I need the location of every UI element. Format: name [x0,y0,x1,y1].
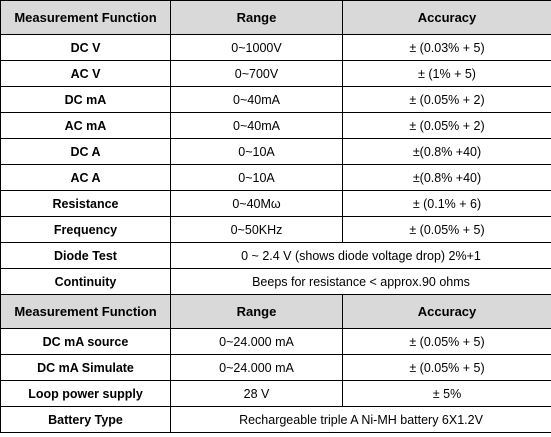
function-cell: DC mA Simulate [1,355,171,381]
table1-header-row [1,1,551,35]
function-cell: DC mA [1,87,171,113]
table-row [1,35,551,61]
function-cell: Loop power supply [1,381,171,407]
accuracy-cell: ±(0.8% +40) [343,139,551,165]
function-cell: Battery Type [1,407,171,433]
header-range: Range [171,1,343,35]
merged-value-cell: Rechargeable triple A Ni-MH battery 6X1.2V [171,407,551,433]
function-cell: Frequency [1,217,171,243]
range-cell: 0~50KHz [171,217,343,243]
header-accuracy: Accuracy [343,295,551,329]
table-row [1,329,551,355]
accuracy-cell: ± (0.1% + 6) [343,191,551,217]
function-cell: DC V [1,35,171,61]
accuracy-cell: ± (0.05% + 5) [343,217,551,243]
range-cell: 0~40mA [171,113,343,139]
merged-value-cell: Beeps for resistance < approx.90 ohms [171,269,551,295]
table-row [1,113,551,139]
range-cell: 0~40Mω [171,191,343,217]
table-row [1,381,551,407]
table-row [1,139,551,165]
range-cell: 0~10A [171,139,343,165]
table-row [1,61,551,87]
table-row [1,165,551,191]
table-row [1,87,551,113]
table-row [1,217,551,243]
accuracy-cell: ± (0.05% + 5) [343,329,551,355]
function-cell: DC mA source [1,329,171,355]
table-row [1,355,551,381]
range-cell: 0~40mA [171,87,343,113]
header-range: Range [171,295,343,329]
range-cell: 0~700V [171,61,343,87]
function-cell: AC A [1,165,171,191]
function-cell: AC mA [1,113,171,139]
function-cell: Diode Test [1,243,171,269]
accuracy-cell: ± (0.03% + 5) [343,35,551,61]
table2-header-row [1,295,551,329]
merged-value-cell: 0 ~ 2.4 V (shows diode voltage drop) 2%+1 [171,243,551,269]
function-cell: DC A [1,139,171,165]
table-row [1,407,551,433]
header-measurement-function: Measurement Function [1,295,171,329]
accuracy-cell: ± 5% [343,381,551,407]
accuracy-cell: ± (0.05% + 2) [343,87,551,113]
header-measurement-function: Measurement Function [1,1,171,35]
range-cell: 0~10A [171,165,343,191]
range-cell: 0~24.000 mA [171,355,343,381]
range-cell: 0~1000V [171,35,343,61]
table-row [1,191,551,217]
header-accuracy: Accuracy [343,1,551,35]
table-row [1,243,551,269]
table-row [1,269,551,295]
accuracy-cell: ± (0.05% + 5) [343,355,551,381]
accuracy-cell: ±(0.8% +40) [343,165,551,191]
accuracy-cell: ± (1% + 5) [343,61,551,87]
function-cell: Resistance [1,191,171,217]
accuracy-cell: ± (0.05% + 2) [343,113,551,139]
range-cell: 28 V [171,381,343,407]
function-cell: Continuity [1,269,171,295]
function-cell: AC V [1,61,171,87]
range-cell: 0~24.000 mA [171,329,343,355]
